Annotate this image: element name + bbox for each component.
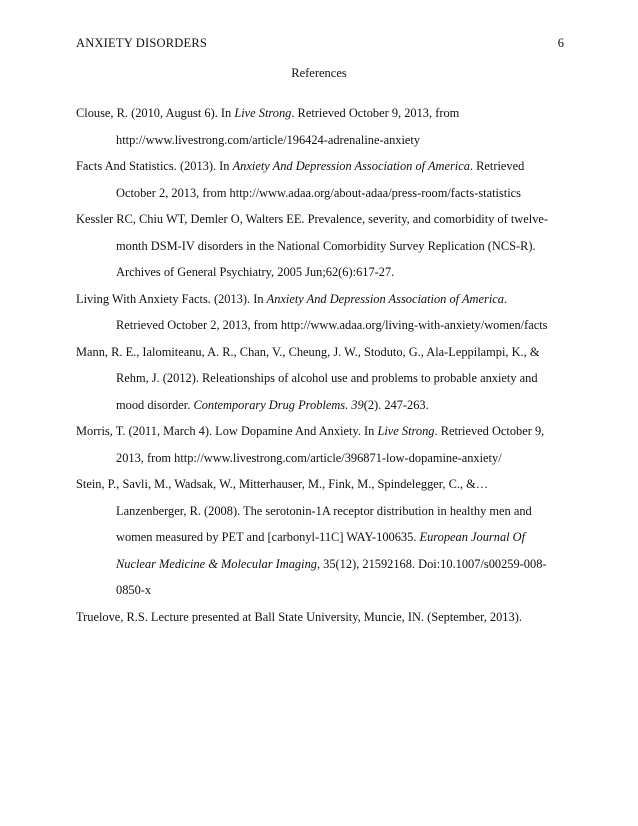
reference-first-line — [76, 153, 576, 180]
reference-text: 0850-x — [116, 583, 152, 597]
reference-first-line — [76, 418, 576, 445]
reference-first-line — [76, 604, 576, 631]
italic-title: Contemporary Drug Problems. 39 — [193, 397, 364, 412]
reference-first-line — [76, 286, 576, 313]
reference-text: Lanzenberger, R. (2008). The serotonin-1A receptor distribution in healthy men and — [116, 503, 532, 518]
reference-text: . Retrieved October 9, — [434, 424, 545, 438]
reference-text: Kessler RC, Chiu WT, Demler O, Walters EE. Prevalence, severity, and comorbidity of twelve- — [76, 212, 549, 226]
reference-text: Archives of General Psychiatry, 2005 Jun;62(6):617-27. — [116, 265, 395, 279]
reference-text: women measured by PET and [carbonyl-11C] WAY-100635. — [116, 530, 420, 544]
reference-text: Stein, P., Savli, M., Wadsak, W., Mitterhauser, M., Fink, M., Spindelegger, C., &… — [76, 477, 489, 491]
reference-text: October 2, 2013, from http://www.adaa.org/about-adaa/press-room/facts-statistics — [116, 185, 521, 200]
reference-first-line — [76, 206, 576, 233]
reference-text: 35(12), 21592168. Doi:10.1007/s00259-008- — [320, 556, 547, 571]
italic-title: Live Strong — [234, 106, 292, 120]
reference-text: . Retrieved — [469, 159, 525, 173]
reference-text: http://www.livestrong.com/article/196424-adrenaline-anxiety — [116, 132, 421, 147]
italic-title: Anxiety And Depression Association of America — [232, 159, 470, 173]
reference-text: Living With Anxiety Facts. (2013). In — [76, 291, 267, 306]
reference-continuation-line — [76, 524, 576, 551]
italic-title: Nuclear Medicine & Molecular Imaging, — [116, 556, 321, 571]
references-title: References — [291, 66, 347, 80]
reference-continuation-line — [76, 551, 576, 578]
reference-text: . — [503, 291, 508, 306]
reference-text: Mann, R. E., Ialomiteanu, A. R., Chan, V., Cheung, J. W., Stoduto, G., Ala-Leppilampi, K., & — [76, 344, 540, 359]
italic-title: Live Strong — [377, 424, 435, 438]
running-head: ANXIETY DISORDERS — [76, 36, 208, 50]
reference-continuation-line — [76, 498, 576, 525]
reference-text: Retrieved October 2, 2013, from http://www.adaa.org/living-with-anxiety/women/facts — [116, 318, 548, 332]
italic-title: Anxiety And Depression Association of America — [266, 291, 504, 306]
reference-text: . Retrieved October 9, 2013, from — [291, 106, 460, 120]
reference-continuation-line — [76, 312, 576, 339]
reference-text: mood disorder. — [116, 397, 194, 412]
reference-continuation-line — [76, 259, 576, 286]
reference-entry — [76, 339, 576, 419]
reference-text: Facts And Statistics. (2013). In — [76, 159, 233, 173]
reference-text: month DSM-IV disorders in the National Comorbidity Survey Replication (NCS-R). — [116, 238, 536, 253]
reference-entry — [76, 286, 576, 339]
reference-continuation-line — [76, 577, 576, 604]
reference-first-line — [76, 471, 576, 498]
reference-continuation-line — [76, 127, 576, 154]
reference-first-line — [76, 100, 576, 127]
reference-text: Rehm, J. (2012). Releationships of alcohol use and problems to probable anxiety and — [116, 371, 538, 385]
reference-entry — [76, 604, 576, 631]
reference-text: (2). 247-263. — [363, 397, 429, 412]
reference-continuation-line — [76, 445, 576, 472]
reference-text: Morris, T. (2011, March 4). Low Dopamine And Anxiety. In — [76, 424, 378, 438]
reference-entry — [76, 418, 576, 471]
reference-entry — [76, 100, 576, 153]
reference-text: Clouse, R. (2010, August 6). In — [76, 106, 235, 120]
italic-title: European Journal Of — [419, 530, 526, 544]
reference-continuation-line — [76, 180, 576, 207]
reference-entry — [76, 206, 576, 286]
reference-continuation-line — [76, 392, 576, 419]
reference-list — [76, 100, 576, 630]
page-number: 6 — [557, 36, 564, 50]
reference-entry — [76, 153, 576, 206]
reference-text: 2013, from http://www.livestrong.com/article/396871-low-dopamine-anxiety/ — [116, 450, 502, 465]
reference-continuation-line — [76, 365, 576, 392]
reference-continuation-line — [76, 233, 576, 260]
reference-text: Truelove, R.S. Lecture presented at Ball State University, Muncie, IN. (September, 2013). — [76, 609, 522, 624]
reference-first-line — [76, 339, 576, 366]
reference-entry — [76, 471, 576, 604]
